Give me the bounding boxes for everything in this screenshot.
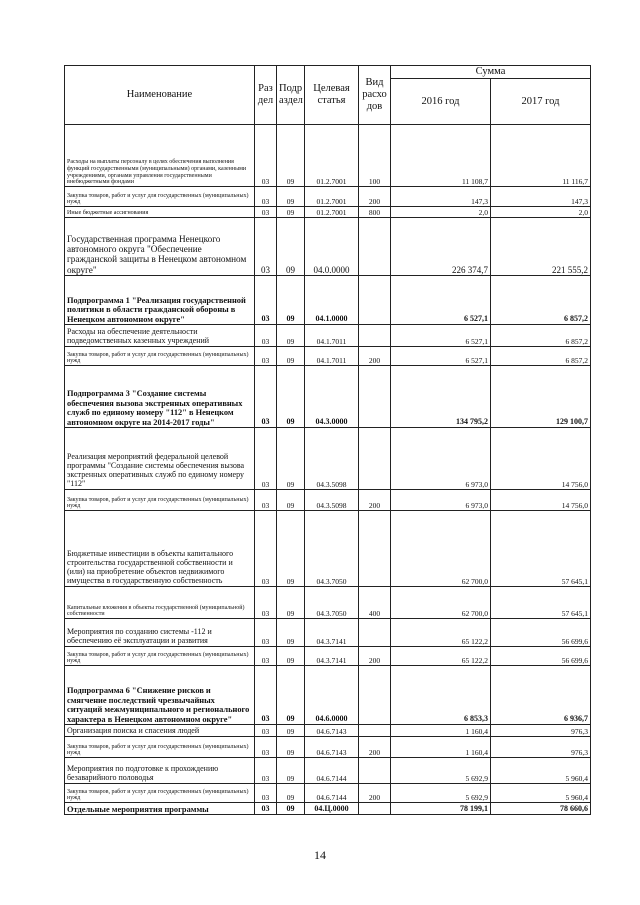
row-name: Капитальные вложения в объекты государственной (муниципальной) собственности <box>65 587 255 619</box>
row-sum-2017: 11 116,7 <box>491 125 591 187</box>
row-podrazdel: 09 <box>277 758 305 784</box>
row-sum-2017: 14 756,0 <box>491 490 591 511</box>
table-row <box>65 218 591 276</box>
row-sum-2017: 6 936,7 <box>491 666 591 725</box>
row-name: Подпрограмма 6 "Снижение рисков и смягчение последствий чрезвычайных ситуаций межмуниципального и регионального характера в Ненецком автономном округе" <box>65 666 255 725</box>
row-razdel: 03 <box>255 737 277 758</box>
row-expense-type <box>359 619 391 647</box>
table-row <box>65 784 591 803</box>
row-sum-2017: 6 857,2 <box>491 347 591 366</box>
header-target-article: Целевая статья <box>305 66 359 125</box>
table-row <box>65 187 591 207</box>
row-target: 04.3.7141 <box>305 647 359 666</box>
row-target: 01.2.7001 <box>305 207 359 218</box>
row-razdel: 03 <box>255 784 277 803</box>
row-razdel: 03 <box>255 725 277 737</box>
row-sum-2017: 6 857,2 <box>491 325 591 347</box>
row-name: Закупка товаров, работ и услуг для государственных (муниципальных) нужд <box>65 490 255 511</box>
row-target: 04.3.7050 <box>305 587 359 619</box>
row-expense-type <box>359 218 391 276</box>
row-razdel: 03 <box>255 758 277 784</box>
row-podrazdel: 09 <box>277 587 305 619</box>
table-row <box>65 276 591 325</box>
row-sum-2016: 147,3 <box>391 187 491 207</box>
row-expense-type <box>359 758 391 784</box>
budget-table <box>64 65 591 815</box>
row-sum-2017: 2,0 <box>491 207 591 218</box>
row-sum-2017: 56 699,6 <box>491 647 591 666</box>
table-row <box>65 125 591 187</box>
row-target: 01.2.7001 <box>305 187 359 207</box>
row-sum-2016: 1 160,4 <box>391 737 491 758</box>
row-expense-type: 200 <box>359 490 391 511</box>
row-podrazdel: 09 <box>277 511 305 587</box>
row-target: 04.1.0000 <box>305 276 359 325</box>
table-row <box>65 428 591 490</box>
row-podrazdel: 09 <box>277 666 305 725</box>
row-sum-2016: 6 973,0 <box>391 490 491 511</box>
row-sum-2017: 57 645,1 <box>491 511 591 587</box>
row-podrazdel: 09 <box>277 187 305 207</box>
row-razdel: 03 <box>255 276 277 325</box>
row-razdel: 03 <box>255 207 277 218</box>
row-name: Государственная программа Ненецкого автономного округа "Обеспечение гражданской защиты в Ненецком автономном округе" <box>65 218 255 276</box>
row-expense-type: 200 <box>359 647 391 666</box>
header-podrazdel: Подр аздел <box>277 66 305 125</box>
row-name: Мероприятия по подготовке к прохождению безаварийного половодья <box>65 758 255 784</box>
row-sum-2017: 129 100,7 <box>491 366 591 428</box>
row-target: 04.6.7143 <box>305 725 359 737</box>
row-razdel: 03 <box>255 666 277 725</box>
row-podrazdel: 09 <box>277 218 305 276</box>
row-sum-2017: 5 960,4 <box>491 758 591 784</box>
row-expense-type: 200 <box>359 784 391 803</box>
row-target: 04.Ц.0000 <box>305 803 359 815</box>
row-razdel: 03 <box>255 619 277 647</box>
row-sum-2016: 6 973,0 <box>391 428 491 490</box>
row-podrazdel: 09 <box>277 647 305 666</box>
row-sum-2016: 62 700,0 <box>391 587 491 619</box>
row-sum-2016: 2,0 <box>391 207 491 218</box>
table-row <box>65 619 591 647</box>
row-sum-2017: 5 960,4 <box>491 784 591 803</box>
row-razdel: 03 <box>255 647 277 666</box>
row-razdel: 03 <box>255 325 277 347</box>
row-razdel: 03 <box>255 490 277 511</box>
header-name: Наименование <box>65 66 255 125</box>
row-target: 04.6.7144 <box>305 758 359 784</box>
row-expense-type <box>359 276 391 325</box>
row-name: Закупка товаров, работ и услуг для государственных (муниципальных) нужд <box>65 737 255 758</box>
row-target: 04.6.0000 <box>305 666 359 725</box>
row-sum-2017: 976,3 <box>491 725 591 737</box>
row-name: Иные бюджетные ассигнования <box>65 207 255 218</box>
row-sum-2016: 65 122,2 <box>391 619 491 647</box>
row-sum-2017: 976,3 <box>491 737 591 758</box>
row-expense-type <box>359 428 391 490</box>
row-razdel: 03 <box>255 125 277 187</box>
row-podrazdel: 09 <box>277 366 305 428</box>
row-podrazdel: 09 <box>277 490 305 511</box>
row-podrazdel: 09 <box>277 207 305 218</box>
row-expense-type: 800 <box>359 207 391 218</box>
table-row <box>65 366 591 428</box>
row-name: Подпрограмма 1 "Реализация государственной политики в области гражданской обороны в Ненецком автономном округе" <box>65 276 255 325</box>
table-row <box>65 803 591 815</box>
row-expense-type <box>359 511 391 587</box>
header-2016: 2016 год <box>391 79 491 125</box>
header-2017: 2017 год <box>491 79 591 125</box>
row-sum-2016: 6 527,1 <box>391 347 491 366</box>
row-podrazdel: 09 <box>277 125 305 187</box>
row-razdel: 03 <box>255 366 277 428</box>
table-row <box>65 737 591 758</box>
row-sum-2016: 5 692,9 <box>391 758 491 784</box>
table-row <box>65 725 591 737</box>
row-name: Бюджетные инвестиции в объекты капитального строительства государственной собственности и (или) на приобретение объектов недвижимого имущества в государственную собственность <box>65 511 255 587</box>
table-row <box>65 325 591 347</box>
table-row <box>65 207 591 218</box>
row-sum-2016: 62 700,0 <box>391 511 491 587</box>
row-sum-2017: 78 660,6 <box>491 803 591 815</box>
row-target: 04.3.5098 <box>305 428 359 490</box>
table-row <box>65 647 591 666</box>
table-row <box>65 666 591 725</box>
row-target: 04.0.0000 <box>305 218 359 276</box>
row-target: 04.6.7144 <box>305 784 359 803</box>
row-expense-type: 200 <box>359 187 391 207</box>
row-podrazdel: 09 <box>277 803 305 815</box>
row-sum-2016: 65 122,2 <box>391 647 491 666</box>
row-expense-type <box>359 666 391 725</box>
row-expense-type <box>359 325 391 347</box>
table-row <box>65 587 591 619</box>
row-razdel: 03 <box>255 187 277 207</box>
row-sum-2016: 134 795,2 <box>391 366 491 428</box>
row-razdel: 03 <box>255 587 277 619</box>
row-sum-2017: 221 555,2 <box>491 218 591 276</box>
row-name: Подпрограмма 3 "Создание системы обеспечения вызова экстренных оперативных служб по единому номеру "112" в Ненецком автономном округе на 2014-2017 годы" <box>65 366 255 428</box>
row-podrazdel: 09 <box>277 619 305 647</box>
row-target: 01.2.7001 <box>305 125 359 187</box>
row-sum-2016: 1 160,4 <box>391 725 491 737</box>
row-name: Закупка товаров, работ и услуг для государственных (муниципальных) нужд <box>65 187 255 207</box>
header-expense-type: Вид расхо дов <box>359 66 391 125</box>
row-podrazdel: 09 <box>277 276 305 325</box>
row-name: Организация поиска и спасения людей <box>65 725 255 737</box>
row-podrazdel: 09 <box>277 428 305 490</box>
row-podrazdel: 09 <box>277 325 305 347</box>
row-name: Мероприятия по созданию системы -112 и обеспечению её эксплуатации и развития <box>65 619 255 647</box>
row-name: Закупка товаров, работ и услуг для государственных (муниципальных) нужд <box>65 647 255 666</box>
row-target: 04.1.7011 <box>305 347 359 366</box>
row-sum-2016: 78 199,1 <box>391 803 491 815</box>
row-expense-type: 100 <box>359 125 391 187</box>
row-razdel: 03 <box>255 218 277 276</box>
row-sum-2016: 6 527,1 <box>391 276 491 325</box>
row-target: 04.3.7050 <box>305 511 359 587</box>
row-name: Реализация мероприятий федеральной целевой программы "Создание системы обеспечения вызова экстренных оперативных служб по единому номеру "112" <box>65 428 255 490</box>
row-name: Отдельные мероприятия программы <box>65 803 255 815</box>
row-name: Закупка товаров, работ и услуг для государственных (муниципальных) нужд <box>65 347 255 366</box>
row-expense-type <box>359 366 391 428</box>
row-sum-2016: 6 527,1 <box>391 325 491 347</box>
row-target: 04.3.7141 <box>305 619 359 647</box>
row-name: Расходы на обеспечение деятельности подведомственных казенных учреждений <box>65 325 255 347</box>
row-sum-2016: 6 853,3 <box>391 666 491 725</box>
row-target: 04.3.5098 <box>305 490 359 511</box>
page-number: 14 <box>314 848 326 862</box>
row-target: 04.6.7143 <box>305 737 359 758</box>
row-name: Расходы на выплаты персоналу в целях обеспечения выполнения функций государственными (муниципальными) органами, казенными учреждениями, органами управления государственными внебюджетными фондами <box>65 125 255 187</box>
row-podrazdel: 09 <box>277 737 305 758</box>
row-expense-type <box>359 803 391 815</box>
table-row <box>65 758 591 784</box>
row-sum-2017: 57 645,1 <box>491 587 591 619</box>
table-row <box>65 511 591 587</box>
table-row <box>65 490 591 511</box>
row-sum-2016: 11 108,7 <box>391 125 491 187</box>
row-expense-type: 200 <box>359 347 391 366</box>
row-podrazdel: 09 <box>277 784 305 803</box>
row-expense-type: 200 <box>359 737 391 758</box>
table-row <box>65 347 591 366</box>
row-razdel: 03 <box>255 347 277 366</box>
row-sum-2017: 56 699,6 <box>491 619 591 647</box>
row-sum-2016: 5 692,9 <box>391 784 491 803</box>
row-expense-type <box>359 725 391 737</box>
row-target: 04.1.7011 <box>305 325 359 347</box>
row-sum-2017: 147,3 <box>491 187 591 207</box>
row-razdel: 03 <box>255 511 277 587</box>
row-razdel: 03 <box>255 803 277 815</box>
row-podrazdel: 09 <box>277 347 305 366</box>
row-sum-2017: 14 756,0 <box>491 428 591 490</box>
row-name: Закупка товаров, работ и услуг для государственных (муниципальных) нужд <box>65 784 255 803</box>
header-razdel: Раз дел <box>255 66 277 125</box>
row-target: 04.3.0000 <box>305 366 359 428</box>
row-razdel: 03 <box>255 428 277 490</box>
row-podrazdel: 09 <box>277 725 305 737</box>
row-expense-type: 400 <box>359 587 391 619</box>
row-sum-2017: 6 857,2 <box>491 276 591 325</box>
header-sum: Сумма <box>391 66 591 79</box>
row-sum-2016: 226 374,7 <box>391 218 491 276</box>
